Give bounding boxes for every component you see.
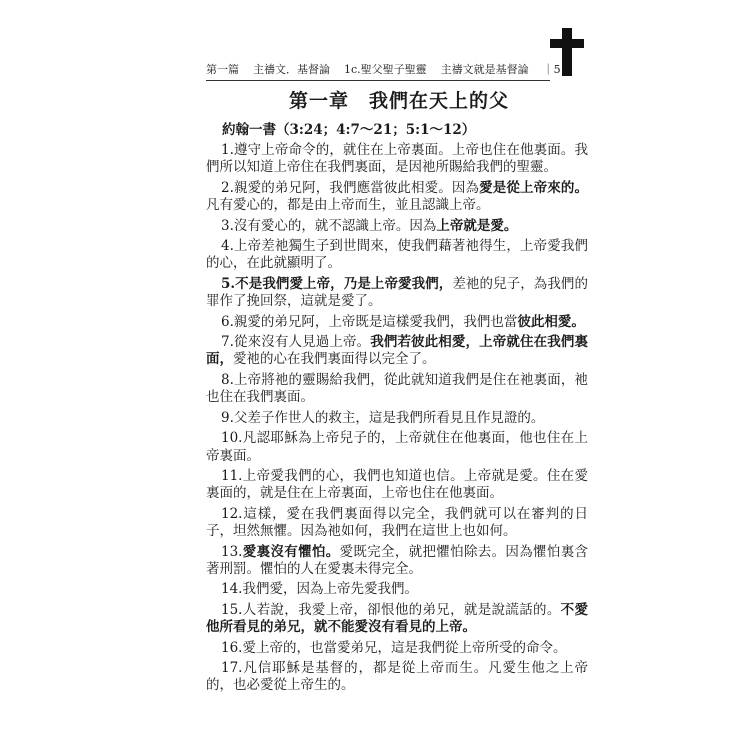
verse-text: 8.上帝將祂的靈賜給我們，從此就知道我們是住在祂裏面，祂也住在我們裏面。 — [206, 371, 588, 406]
verse-emphasis: 愛是從上帝來的。 — [479, 179, 588, 196]
verse-17 — [206, 660, 588, 695]
verse-14 — [206, 581, 588, 598]
cross-icon — [550, 28, 584, 76]
verse-emphasis: 不愛他所看見的弟兄，就不能愛沒有看見的上帝。 — [206, 601, 588, 636]
verse-6 — [206, 314, 588, 331]
verse-text: 13. — [221, 543, 243, 560]
verse-text: 7.從來沒有人見過上帝。 — [221, 334, 371, 351]
verse-text: 愛既完全，就把懼怕除去。因為懼怕裏含著刑罰。懼怕的人在愛裏未得完全。 — [206, 543, 589, 577]
verse-text: 3.沒有愛心的，就不認識上帝。因為 — [221, 217, 437, 234]
verse-list — [206, 142, 588, 698]
verse-8 — [206, 372, 588, 407]
header-subtitle: 主禱文就是基督論 — [440, 63, 529, 76]
verse-5 — [206, 276, 588, 311]
verse-emphasis: 我們若彼此相愛，上帝就住在我們裏面， — [206, 334, 588, 368]
verse-7 — [206, 334, 588, 369]
verse-text: 凡有愛心的，都是由上帝而生，並且認識上帝。 — [206, 197, 490, 214]
verse-text: 9.父差子作世人的救主，這是我們所看見且作見證的。 — [221, 409, 545, 426]
verse-text: 15.人若說，我愛上帝，卻恨他的弟兄，就是說謊話的。 — [221, 601, 561, 618]
header-section: 主禱文．基督論 — [253, 63, 330, 76]
verse-emphasis: 彼此相愛。 — [517, 313, 585, 330]
verse-1 — [206, 142, 588, 177]
chapter-title: 第一章 我們在天上的父 — [288, 90, 509, 112]
verse-text: 16.愛上帝的，也當愛弟兄，這是我們從上帝所受的命令。 — [221, 639, 567, 656]
verse-3 — [206, 218, 588, 235]
verse-2 — [206, 180, 588, 215]
verse-text: 4.上帝差祂獨生子到世間來，使我們藉著祂得生，上帝愛我們的心，在此就顯明了。 — [206, 238, 588, 272]
scripture-reference: 約翰一書（3:24；4:7～21；5:1～12） — [222, 122, 476, 138]
verse-text: 17.凡信耶穌是基督的，都是從上帝而生。凡愛生他之上帝的，也必愛從上帝生的。 — [206, 659, 588, 694]
verse-text: 12.這樣，愛在我們裏面得以完全，我們就可以在審判的日子，坦然無懼。因為祂如何，我們在這世上也如何。 — [206, 505, 588, 540]
verse-9 — [206, 410, 588, 427]
verse-emphasis: 5.不是我們愛上帝，乃是上帝愛我們， — [221, 275, 453, 292]
verse-emphasis: 上帝就是愛。 — [436, 217, 518, 234]
verse-10 — [206, 430, 588, 465]
verse-text: 10.凡認耶穌為上帝兒子的，上帝就住在他裏面，他也住在上帝裏面。 — [206, 430, 588, 464]
verse-text: 6.親愛的弟兄阿，上帝既是這樣愛我們，我們也當 — [221, 313, 518, 330]
page-number: ｜5 — [542, 63, 561, 76]
header-part: 第一篇 — [206, 63, 239, 76]
verse-text: 2.親愛的弟兄阿，我們應當彼此相愛。因為 — [221, 179, 480, 196]
verse-text: 1.遵守上帝命令的，就住在上帝裏面。上帝也住在他裏面。我們所以知道上帝住在我們裏面，是因祂所賜給我們的聖靈。 — [206, 142, 588, 176]
verse-text: 14.我們愛，因為上帝先愛我們。 — [221, 581, 418, 598]
verse-emphasis: 愛裏沒有懼怕。 — [242, 543, 340, 560]
verse-12 — [206, 506, 588, 541]
running-header — [206, 62, 561, 78]
verse-text: 差祂的兒子，為我們的罪作了挽回祭，這就是愛了。 — [206, 275, 589, 310]
verse-16 — [206, 640, 588, 657]
verse-text: 愛祂的心在我們裏面得以完全了。 — [233, 351, 436, 368]
verse-text: 11.上帝愛我們的心，我們也知道也信。上帝就是愛。住在愛裏面的，就是住在上帝裏面，上帝也住在他裏面。 — [206, 467, 588, 502]
verse-15 — [206, 602, 588, 637]
verse-4 — [206, 238, 588, 273]
verse-11 — [206, 468, 588, 503]
header-rule — [206, 80, 550, 81]
header-topic: 1c.聖父聖子聖靈 — [344, 63, 427, 76]
verse-13 — [206, 544, 588, 579]
